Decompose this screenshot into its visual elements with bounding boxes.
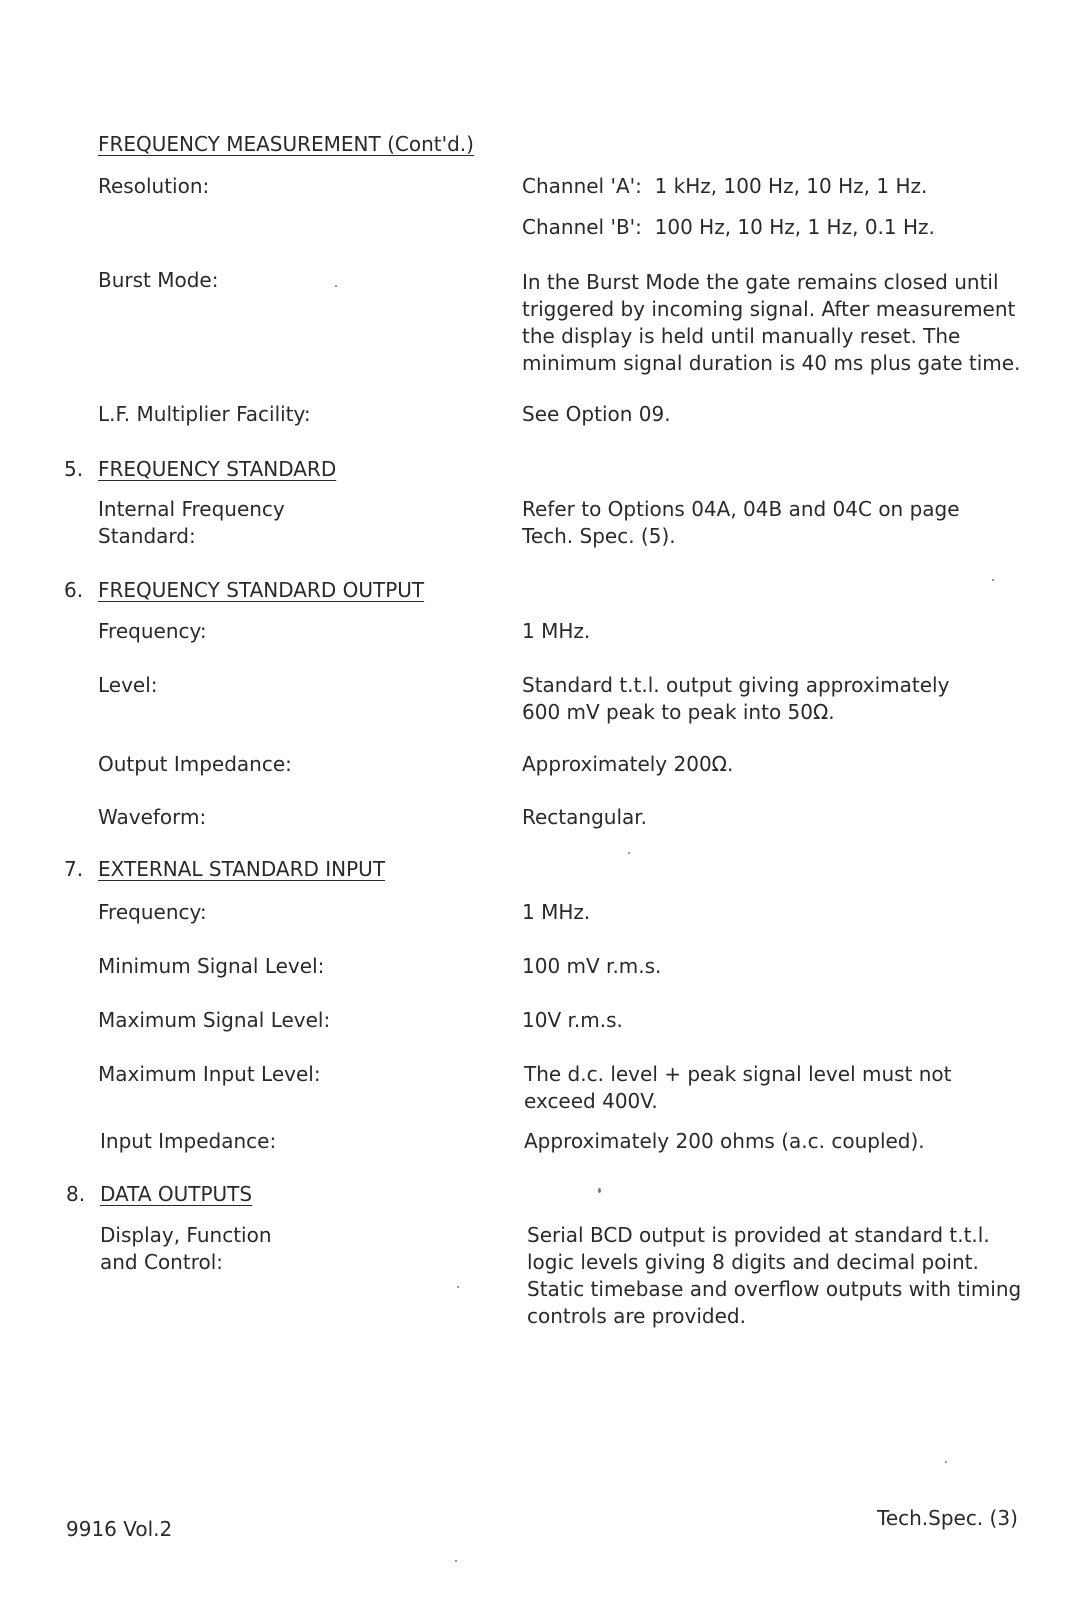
spec-label: Internal Frequency Standard: (98, 497, 285, 548)
spec-label: Display, Function and Control: (100, 1223, 272, 1274)
scan-speck (598, 1188, 601, 1193)
footer-page-ref: Tech.Spec. (3) (877, 1506, 1018, 1530)
spec-value: 1 MHz. (522, 619, 591, 643)
spec-label: Level: (98, 673, 158, 697)
spec-value: Standard t.t.l. output giving approximately 600 mV peak to peak into 50Ω. (522, 673, 950, 724)
spec-label: Output Impedance: (98, 752, 292, 776)
spec-value: Rectangular. (522, 805, 647, 829)
spec-value: The d.c. level + peak signal level must not exceed 400V. (524, 1062, 952, 1113)
spec-value: 100 mV r.m.s. (522, 954, 662, 978)
spec-value: Refer to Options 04A, 04B and 04C on page Tech. Spec. (5). (522, 497, 960, 548)
resolution-label: Resolution: (98, 174, 210, 198)
scan-speck (628, 852, 630, 854)
scan-speck (455, 1560, 457, 1562)
spec-value: 1 MHz. (522, 900, 591, 924)
lf-multiplier-value: See Option 09. (522, 402, 671, 426)
spec-value: Serial BCD output is provided at standard t.t.l. logic levels giving 8 digits and decimal point. Static timebase and overflow outputs with timing controls are provided. (527, 1223, 1022, 1328)
spec-label: Frequency: (98, 900, 207, 924)
spec-label: Maximum Input Level: (98, 1062, 321, 1086)
scan-speck (945, 1461, 947, 1463)
scan-speck (457, 1286, 459, 1288)
resolution-channel-a: Channel 'A': 1 kHz, 100 Hz, 10 Hz, 1 Hz. (522, 174, 928, 198)
section-number: 8. (66, 1182, 86, 1206)
spec-label: Input Impedance: (100, 1129, 277, 1153)
page-title: FREQUENCY MEASUREMENT (Cont'd.) (98, 132, 474, 156)
spec-label: Waveform: (98, 805, 207, 829)
spec-value: 10V r.m.s. (522, 1008, 623, 1032)
section-number: 6. (64, 578, 84, 602)
section-heading: DATA OUTPUTS (100, 1182, 253, 1206)
spec-value: Approximately 200 ohms (a.c. coupled). (524, 1129, 925, 1153)
section-number: 5. (64, 457, 84, 481)
burst-mode-value: In the Burst Mode the gate remains closed until triggered by incoming signal. After measurement the display is held until manually reset. The minimum signal duration is 40 ms plus gate time. (522, 270, 1021, 375)
lf-multiplier-label: L.F. Multiplier Facility: (98, 402, 311, 426)
spec-label: Minimum Signal Level: (98, 954, 325, 978)
section-number: 7. (64, 857, 84, 881)
section-heading: FREQUENCY STANDARD (98, 457, 337, 481)
scan-speck (335, 285, 337, 287)
section-heading: EXTERNAL STANDARD INPUT (98, 857, 386, 881)
section-heading: FREQUENCY STANDARD OUTPUT (98, 578, 425, 602)
resolution-channel-b: Channel 'B': 100 Hz, 10 Hz, 1 Hz, 0.1 Hz. (522, 215, 935, 239)
burst-mode-label: Burst Mode: (98, 268, 219, 292)
spec-label: Frequency: (98, 619, 207, 643)
footer-doc-ref: 9916 Vol.2 (66, 1517, 173, 1541)
spec-label: Maximum Signal Level: (98, 1008, 331, 1032)
scan-speck (992, 579, 994, 581)
spec-value: Approximately 200Ω. (522, 752, 734, 776)
